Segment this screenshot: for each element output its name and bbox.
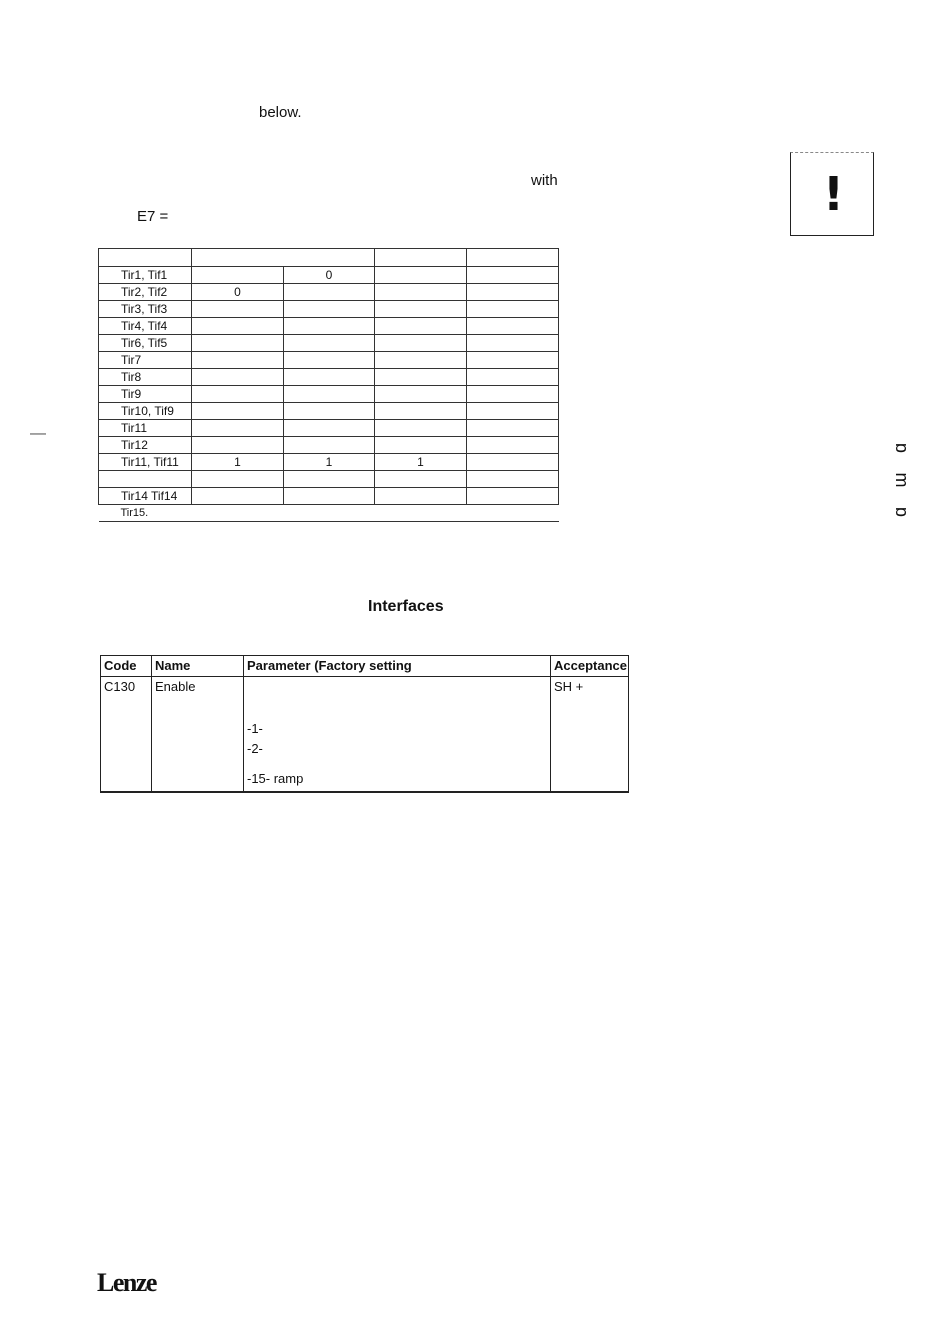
margin-mark: ɒ: [892, 506, 912, 517]
table-cell: 1: [284, 454, 375, 471]
table-cell: [375, 267, 467, 284]
margin-mark: ɒ: [892, 442, 912, 453]
row-label: Tir14 Tif14: [99, 488, 192, 505]
table-cell: [375, 335, 467, 352]
row-label: Tir15.: [99, 505, 192, 522]
warning-box: [790, 152, 874, 236]
table-row: [99, 420, 559, 437]
table-cell: [375, 420, 467, 437]
row-label: Tir8: [99, 369, 192, 386]
table-cell: [467, 437, 559, 454]
table-row: [101, 677, 629, 793]
table-cell: [192, 352, 284, 369]
table-cell: [375, 284, 467, 301]
table-cell: [284, 505, 375, 522]
table-cell: [192, 505, 284, 522]
table-cell: [467, 267, 559, 284]
table-cell: [375, 437, 467, 454]
dash-mark: —: [30, 425, 46, 442]
table-cell: [284, 386, 375, 403]
table-cell: [284, 488, 375, 505]
margin-mark: m: [892, 472, 912, 488]
cell-code: C130: [101, 677, 152, 793]
table-cell: [192, 471, 284, 488]
table-cell: [192, 386, 284, 403]
table-cell: [467, 386, 559, 403]
table-cell: [284, 301, 375, 318]
table-cell: [284, 369, 375, 386]
table-cell: [467, 488, 559, 505]
table-cell: [467, 284, 559, 301]
section-heading: Interfaces: [368, 598, 444, 615]
table-cell: [467, 403, 559, 420]
table-row: [99, 471, 559, 488]
table-cell: [192, 403, 284, 420]
table-row: [99, 403, 559, 420]
table-cell: [467, 454, 559, 471]
table-cell: [467, 471, 559, 488]
table-cell: [284, 471, 375, 488]
table-cell: [375, 369, 467, 386]
header-acceptance: Acceptance: [551, 656, 629, 677]
parameter-item: -1-: [247, 721, 263, 736]
table-cell: [467, 335, 559, 352]
table-cell: [284, 352, 375, 369]
cell-name: Enable: [152, 677, 244, 793]
table-cell: [192, 488, 284, 505]
text-below: below.: [259, 104, 302, 121]
table-row: [99, 437, 559, 454]
margin-marks: [890, 432, 914, 528]
table-cell: 1: [192, 454, 284, 471]
table-cell: [192, 301, 284, 318]
parameter-item: -2-: [247, 741, 263, 756]
table-cell: [192, 335, 284, 352]
row-label: Tir9: [99, 386, 192, 403]
table-row: [99, 488, 559, 505]
table-cell: [467, 301, 559, 318]
table-cell: [375, 301, 467, 318]
table-cell: [192, 420, 284, 437]
table-row: [99, 352, 559, 369]
table-cell: 0: [192, 284, 284, 301]
truth-table: [98, 248, 559, 522]
table-row: [99, 318, 559, 335]
table-row: [99, 301, 559, 318]
table-cell: [467, 369, 559, 386]
code-table-header: [101, 656, 629, 677]
row-label: Tir6, Tif5: [99, 335, 192, 352]
table-cell: [467, 318, 559, 335]
table-cell: [284, 335, 375, 352]
parameter-item: -15- ramp: [247, 771, 304, 786]
row-label: Tir12: [99, 437, 192, 454]
table-cell: [375, 403, 467, 420]
table-cell: [375, 505, 467, 522]
table-cell: [467, 505, 559, 522]
table-cell: [284, 420, 375, 437]
cell-acceptance: SH +: [551, 677, 629, 793]
table-cell: [375, 471, 467, 488]
table-row: [99, 454, 559, 471]
header-code: Code: [101, 656, 152, 677]
table-cell: [192, 437, 284, 454]
table-row: [99, 335, 559, 352]
row-label: Tir1, Tif1: [99, 267, 192, 284]
table-cell: [375, 352, 467, 369]
row-label: Tir4, Tif4: [99, 318, 192, 335]
table-cell: [375, 488, 467, 505]
row-label: Tir7: [99, 352, 192, 369]
table-cell: 1: [375, 454, 467, 471]
table-cell: [284, 403, 375, 420]
row-label: Tir11, Tif11: [99, 454, 192, 471]
row-label: [99, 471, 192, 488]
table-cell: [284, 284, 375, 301]
text-e7: E7 =: [137, 208, 169, 225]
table-row: [99, 267, 559, 284]
table-row: [99, 284, 559, 301]
table-cell: [467, 352, 559, 369]
text-with: with: [531, 172, 558, 189]
table-row: [99, 386, 559, 403]
table-cell: [467, 420, 559, 437]
table-cell: [192, 267, 284, 284]
row-label: Tir11: [99, 420, 192, 437]
table-cell: [284, 437, 375, 454]
header-name: Name: [152, 656, 244, 677]
table-cell: [284, 318, 375, 335]
table-row: [99, 505, 559, 522]
table-row: [99, 369, 559, 386]
table-cell: [375, 386, 467, 403]
table-cell: 0: [284, 267, 375, 284]
row-label: Tir10, Tif9: [99, 403, 192, 420]
row-label: Tir2, Tif2: [99, 284, 192, 301]
code-table: [100, 655, 629, 793]
row-label: Tir3, Tif3: [99, 301, 192, 318]
table-cell: [192, 369, 284, 386]
table-cell: [192, 318, 284, 335]
table-header-row: [99, 249, 559, 267]
lenze-logo: Lenze: [97, 1268, 156, 1297]
cell-parameter: [244, 677, 551, 793]
header-parameter: Parameter (Factory setting: [244, 656, 551, 677]
table-cell: [375, 318, 467, 335]
exclamation-icon: !: [823, 167, 844, 221]
